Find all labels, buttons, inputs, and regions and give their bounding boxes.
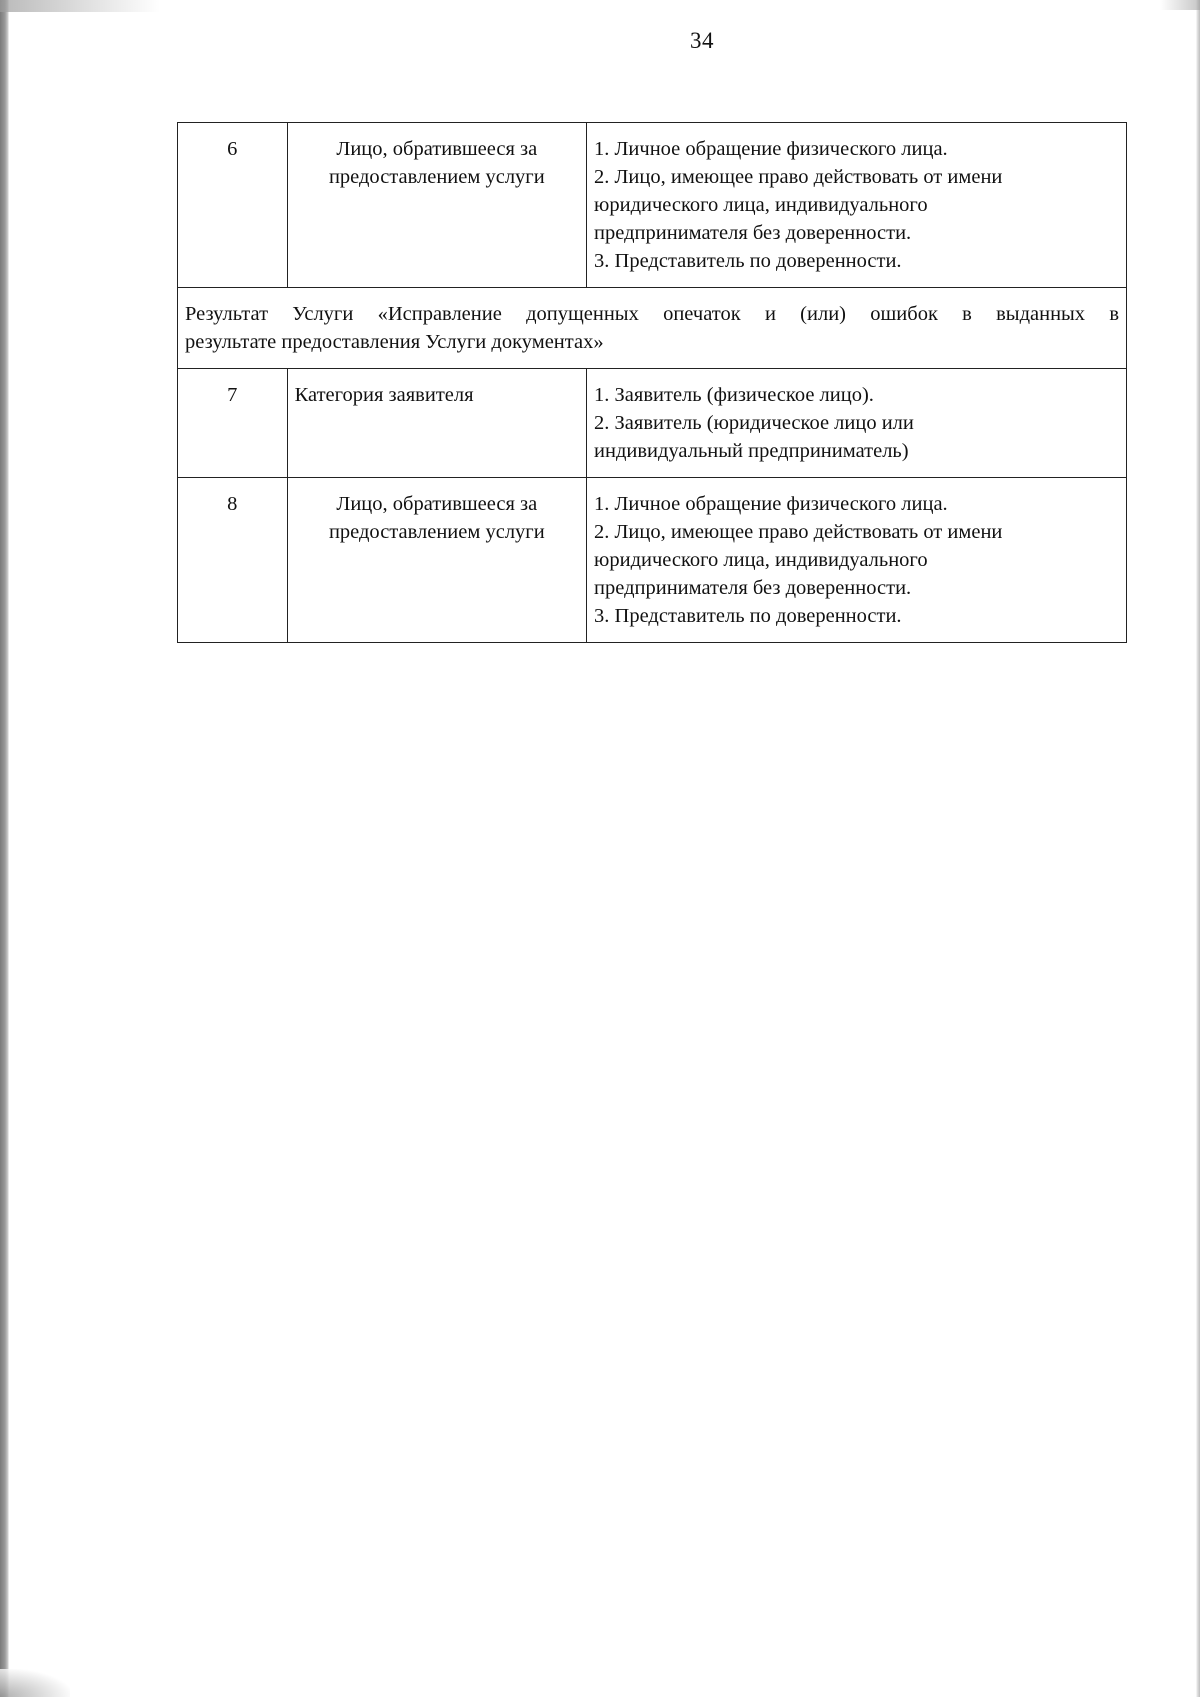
description-line: предпринимателя без доверенности. <box>594 222 912 244</box>
scan-edge-left <box>0 0 9 1697</box>
description-line: 2. Заявитель (юридическое лицо или <box>594 412 914 434</box>
scan-artifact-bottom-left <box>0 1669 70 1697</box>
description-line: 2. Лицо, имеющее право действовать от имени <box>594 166 1003 188</box>
description-cell <box>587 369 1127 478</box>
row-number: 7 <box>227 384 238 406</box>
section-header-line: Результат Услуги «Исправление допущенных опечаток и (или) ошибок в выданных в <box>185 303 1119 325</box>
row-number: 6 <box>227 138 238 160</box>
row-number-cell <box>178 123 288 288</box>
description-line: 3. Представитель по доверенности. <box>594 250 902 272</box>
applicant-text-line: предоставлением услуги <box>328 166 545 188</box>
description-line: 1. Личное обращение физического лица. <box>594 138 948 160</box>
table-row <box>178 123 1127 288</box>
description-line: юридического лица, индивидуального <box>594 549 928 571</box>
page-number: 34 <box>690 28 714 53</box>
applicant-cell <box>287 478 586 643</box>
section-header-row <box>178 288 1127 369</box>
applicant-text-line: Категория заявителя <box>294 384 474 406</box>
applicant-text-line: Лицо, обратившееся за <box>336 493 538 515</box>
row-number: 8 <box>227 493 238 515</box>
row-number-cell <box>178 369 288 478</box>
description-line: 3. Представитель по доверенности. <box>594 605 902 627</box>
description-line: предпринимателя без доверенности. <box>594 577 912 599</box>
applicant-cell <box>287 123 586 288</box>
description-cell <box>587 123 1127 288</box>
description-line: юридического лица, индивидуального <box>594 194 928 216</box>
scan-artifact-top-left <box>0 0 160 12</box>
table-row <box>178 369 1127 478</box>
description-line: 2. Лицо, имеющее право действовать от имени <box>594 521 1003 543</box>
scan-edge-right <box>1196 0 1200 1697</box>
document-table <box>177 122 1127 643</box>
section-header-line: результате предоставления Услуги документах» <box>185 331 604 353</box>
row-number-cell <box>178 478 288 643</box>
applicant-text-line: Лицо, обратившееся за <box>336 138 538 160</box>
description-line: 1. Личное обращение физического лица. <box>594 493 948 515</box>
applicant-text-line: предоставлением услуги <box>328 521 545 543</box>
description-cell <box>587 478 1127 643</box>
description-line: индивидуальный предприниматель) <box>594 440 909 462</box>
description-line: 1. Заявитель (физическое лицо). <box>594 384 874 406</box>
table-row <box>178 478 1127 643</box>
scan-artifact-top-right <box>1160 0 1200 10</box>
applicant-cell <box>287 369 586 478</box>
section-header-cell <box>178 288 1127 369</box>
